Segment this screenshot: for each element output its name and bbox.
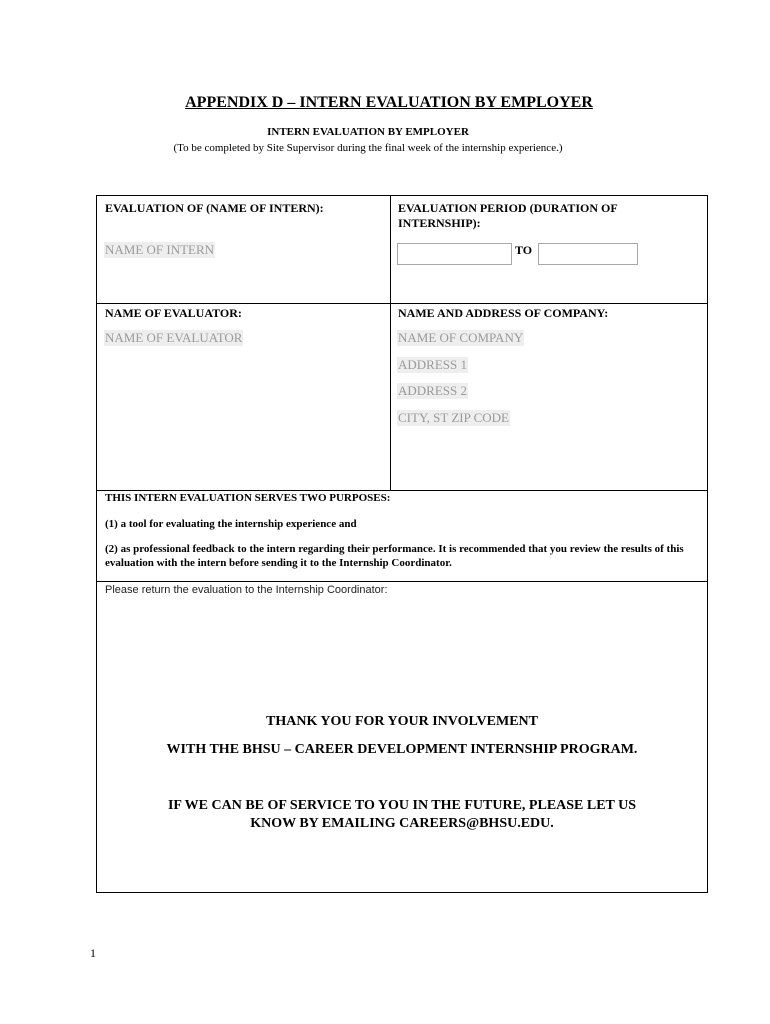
closing-email: KNOW BY EMAILING CAREERS@BHSU.EDU.	[250, 816, 554, 831]
company-address2-field[interactable]: ADDRESS 2	[398, 383, 467, 398]
period-end-field[interactable]	[538, 243, 638, 265]
row-divider	[97, 581, 707, 582]
purpose-item-2: (2) as professional feedback to the intern regarding their performance. It is recommended that you review the results of this evaluation with the intern before sending it to the Internship Coordinator.	[105, 543, 684, 569]
document-title: APPENDIX D – INTERN EVALUATION BY EMPLOYER	[185, 94, 593, 111]
column-divider	[390, 196, 391, 490]
company-address1-field[interactable]: ADDRESS 1	[398, 357, 467, 372]
completion-note: (To be completed by Site Supervisor during the final week of the internship experience.)	[173, 142, 563, 154]
evaluation-period-label-line1: EVALUATION PERIOD (DURATION OF	[398, 201, 618, 215]
page-number: 1	[90, 946, 96, 960]
period-to-label: TO	[515, 243, 533, 257]
closing-thank-you: THANK YOU FOR YOUR INVOLVEMENT	[266, 714, 538, 729]
intern-name-field[interactable]: NAME OF INTERN	[105, 242, 215, 257]
purpose-item-1: (1) a tool for evaluating the internship experience and	[105, 518, 357, 530]
company-name-field[interactable]: NAME OF COMPANY	[398, 330, 524, 345]
period-start-field[interactable]	[397, 243, 512, 265]
evaluator-name-label: NAME OF EVALUATOR:	[105, 306, 242, 320]
evaluator-name-field[interactable]: NAME OF EVALUATOR	[105, 330, 243, 345]
company-label: NAME AND ADDRESS OF COMPANY:	[398, 306, 609, 320]
evaluation-period-label	[398, 201, 618, 231]
intern-name-label: EVALUATION OF (NAME OF INTERN):	[105, 201, 324, 215]
evaluation-period-label-line2: INTERNSHIP):	[398, 216, 481, 230]
return-instructions: Please return the evaluation to the Internship Coordinator:	[105, 584, 388, 596]
closing-service: IF WE CAN BE OF SERVICE TO YOU IN THE FUTURE, PLEASE LET US	[167, 798, 637, 813]
purposes-heading: THIS INTERN EVALUATION SERVES TWO PURPOSES:	[105, 492, 391, 504]
closing-program: WITH THE BHSU – CAREER DEVELOPMENT INTERNSHIP PROGRAM.	[166, 742, 638, 757]
form-subtitle: INTERN EVALUATION BY EMPLOYER	[267, 126, 469, 138]
company-city-field[interactable]: CITY, ST ZIP CODE	[398, 410, 509, 425]
evaluation-form	[96, 195, 708, 893]
row-divider	[97, 303, 707, 304]
